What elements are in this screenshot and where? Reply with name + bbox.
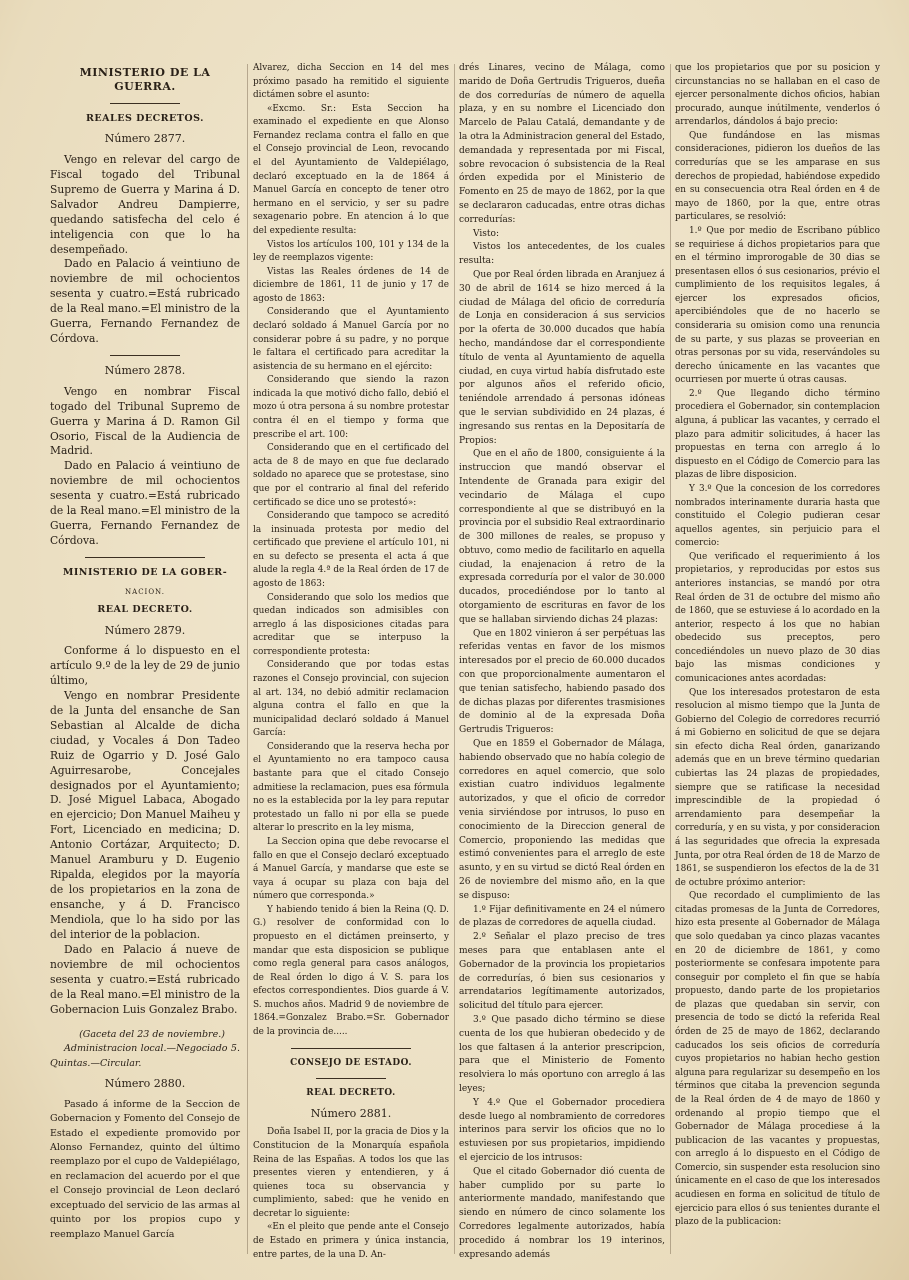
- decree-signature: Dado en Palacio á veintiuno de noviembre de mil ochocientos sesenta y cuatro.=Está rubricado de la Real mano.=El ministro de la Guerra, Fernando Fernandez de Córdova.: [50, 459, 240, 548]
- column-divider: [670, 64, 671, 1254]
- article-text: 3.º Que pasado dicho término se diese cuenta de los que hubieran obedecido y de los que faltasen á la anterior prescripcion, para que el Ministerio de Fomento resolviera lo más oportuno con arreglo á las leyes;: [459, 1014, 665, 1094]
- article-text: Considerando que la reserva hecha por el Ayuntamiento no era tampoco causa bastante para que el citado Consejo admitiese la reclamacion, pues esa fórmula no es la establecida por la ley para reputar protestado un fallo ni por ella se puede alterar lo prescrito en la ley misma,: [253, 741, 449, 834]
- divider: [316, 1078, 386, 1079]
- decree-signature: Dado en Palacio á nueve de noviembre de mil ochocientos sesenta y cuatro.=Está rubricado de la Real mano.=El ministro de la Gobernacion Luis Gonzalez Brabo.: [50, 943, 240, 1016]
- article-text: Que por Real órden librada en Aranjuez á 30 de abril de 1614 se hizo merced á la ciudad de Málaga del oficio de correduría de Lonja en consideracion á sus servicios por la oferta de 30.000 ducados que había hecho, mandándose dar el correspondiente título de venta al Ayuntamiento de aquella ciudad, en cuya virtud había disfrutado este por algunos años el referido oficio, teniéndole arrendado á personas idóneas que le servian subdividido en 24 plazas, é ingresando sus rentas en la Depositaría de Propios:: [459, 269, 665, 446]
- section-heading: REALES DECRETOS.: [86, 112, 204, 124]
- ministry-heading: MINISTERIO DE LA GOBER-: [62, 567, 228, 579]
- article-text: que los propietarios que por su posicion y circunstancias no se hallaban en el caso de ejercer personalmente dichos oficios, habian procurado, aunque inútilmente, venderlos ó arrendarlos, dándolos á bajo precio:: [675, 63, 880, 128]
- circular-text: Pasado á informe de la Seccion de Gobernacion y Fomento del Consejo de Estado el expediente promovido por Alonso Fernandez, quinto del último reemplazo por el cupo de Valdepiélago, en reclamacion del acuerdo por el que el Consejo provincial de Leon declaró exceptuado del servicio de las armas al quinto por los propios cupo y reemplazo Manuel García: [50, 1098, 241, 1240]
- section-subheading: Administracion local.—Negociado 5. Quintas.—Circular.: [50, 1043, 240, 1069]
- decree-number: Número 2881.: [310, 1106, 392, 1120]
- decree-text: Vengo en nombrar Fiscal togado del Tribunal Supremo de Guerra y Marina á D. Ramon Gil Osorio, Fiscal de la Audiencia de Madrid.: [50, 384, 240, 458]
- section-heading: CONSEJO DE ESTADO.: [290, 1057, 412, 1068]
- column-divider: [247, 64, 248, 1254]
- article-text: Considerando que el Ayuntamiento declaró soldado á Manuel García por no considerar pobre á su padre, y no porque le faltara el certificado para acreditar la asistencia de su hermano en el ejército:: [253, 307, 449, 372]
- article-text: Considerando que por todas estas razones el Consejo provincial, con sujecion al art. 134, no debió admitir reclamacion alguna contra el fallo en que la municipalidad declaró soldado á Manuel García:: [253, 660, 449, 739]
- article-text: Considerando que tampoco se acreditó la insinuada protesta por medio del certificado que previene el artículo 101, ni en su defecto se presenta el acta á que alude la regla 4.ª de la Real órden de 17 de agosto de 1863:: [253, 511, 449, 589]
- column-2: [253, 62, 449, 1262]
- article-text: Que los interesados protestaron de esta resolucion al mismo tiempo que la Junta de Gobierno del Colegio de corredores recurrió á mi Gobierno en solicitud de que se dejara sin efecto dicha Real órden, ganarizando además que en un breve término quedarian cubiertas las 24 plazas de propiedades, siempre que se ratificase la necesidad imprescindible de la propiedad ó arrendamiento para desempeñar la correduría, y en su vista, y por consideracion á las seguridades que ofrecia la expresada Junta, por otra Real órden de 18 de Marzo de 1861, se suspendieron los efectos de la de 31 de octubre próximo anterior:: [675, 687, 880, 888]
- column-1: [50, 62, 240, 1242]
- article-text: Que fundándose en las mismas consideraciones, pidieron los dueños de las corredurías que se les amparase en sus derechos de propiedad, habiéndose expedido en su consecuencia otra Real órden en 4 de mayo de 1860, por la que, entre otras particulares, se resolvió:: [675, 130, 880, 223]
- article-text: 2.º Señalar el plazo preciso de tres meses para que entablasen ante el Gobernador de la provincia los propietarios de corredurías, ó bien sus cesionarios y arrendatarios legítimamente autorizados, solicitud del título para ejercer.: [459, 932, 665, 1012]
- divider: [110, 103, 180, 104]
- article-text: Vistos los artículos 100, 101 y 134 de la ley de reemplazos vigente:: [253, 239, 449, 264]
- article-text: Alvarez, dicha Seccion en 14 del mes próximo pasado ha remitido el siguiente dictámen sobre el asunto:: [253, 63, 449, 101]
- article-text: Que verificado el requerimiento á los propietarios, y reproducidas por estos sus anteriores instancias, se mandó por otra Real órden de 31 de octubre del mismo año de 1860, que se estuviese á lo acordado en la anterior, respecto á los que no habian obedecido sus preceptos, pero concediéndoles un nuevo plazo de 30 dias bajo las mismas condiciones y comunicaciones antes acordadas:: [675, 551, 880, 685]
- column-3: [459, 62, 665, 1262]
- section-heading: REAL DECRETO.: [97, 604, 193, 616]
- decree-number: Número 2877.: [104, 132, 186, 146]
- ministry-heading-continued: NACION.: [125, 587, 165, 596]
- article-text: Vistos los antecedentes, de los cuales resulta:: [459, 242, 665, 267]
- divider: [85, 557, 205, 558]
- article-text: Considerando que solo los medios que quedan indicados son admisibles con arreglo á las disposiciones citadas para acreditar que se interpuso la correspondiente protesta:: [253, 592, 449, 657]
- column-4: [675, 62, 880, 1230]
- article-text: drés Linares, vecino de Málaga, como marido de Doña Gertrudis Trigueros, dueña de dos corredurías de número de aquella plaza, y en su nombre el Licenciado don Marcelo de Palau Catalá, demandante y de la otra la Administracion general del Estado, demandada y representada por mi Fiscal, sobre revocacion ó subsistencia de la Real órden expedida por el Ministerio de Fomento en 25 de mayo de 1862, por la que se declararon caducadas, entre otras dichas corredurías:: [459, 63, 665, 225]
- article-text: La Seccion opina que debe revocarse el fallo en que el Consejo declaró exceptuado á Manuel García, y mandarse que este se vaya á ocupar su plaza con baja del número que corresponda.»: [253, 836, 449, 902]
- article-text: Y habiendo tenido á bien la Reina (Q. D. G.) resolver de conformidad con lo propuesto en el dictámen preinserto, y mandar que esta disposicion se publique como regla general para casos análogos, de Real órden lo digo á V. S. para los efectos correspondientes. Dios guarde á V. S. muchos años. Madrid 9 de noviembre de 1864.=Gonzalez Brabo.=Sr. Gobernador de la provincia de.....: [253, 904, 449, 1038]
- decree-number: Número 2880.: [104, 1077, 186, 1091]
- article-text: Y 3.º Que la concesion de los corredores nombrados interinamente duraria hasta que constituido el Colegio pudieran cesar aquellos agentes, sin perjuicio para el comercio:: [675, 483, 880, 549]
- article-text: 1.º Fijar definitivamente en 24 el número de plazas de corredores de aquella ciudad.: [459, 904, 665, 929]
- decree-text: Conforme á lo dispuesto en el artículo 9.º de la ley de 29 de junio último,: [50, 643, 240, 687]
- decree-text: Vengo en nombrar Presidente de la Junta del ensanche de San Sebastian al Alcalde de dicha ciudad, y Vocales á Don Tadeo Ruiz de Ogarrio y D. José Galo Aguirresarobe, Concejales designados por el Ayuntamiento; D. José Miguel Labaca, Abogado en ejercicio; Don Manuel Maiheu y Fort, Licenciado en medicina; D. Antonio Cortázar, Arquitecto; D. Manuel Aramburu y D. Eugenio Ripalda, elegidos por la mayoría de los propietarios en la zona de ensanche, y á D. Francisco Mendiola, que lo ha sido por las del interior de la poblacion.: [50, 688, 240, 942]
- ministry-heading: MINISTERIO DE LA GUERRA.: [79, 66, 211, 94]
- article-text: Considerando que en el certificado del acta de 8 de mayo en que fue declarado soldado no aparece que se protestase, sino que por el contrario al final del referido certificado se dice uno se protestó»:: [253, 443, 449, 508]
- article-text: Que el citado Gobernador dió cuenta de haber cumplido por su parte lo anteriormente mandado, manifestando que siendo en número de cinco solamente los Corredores legalmente autorizados, había procedido á nombrar los 19 interinos, expresando además: [459, 1166, 665, 1260]
- article-text: 2.º Que llegando dicho término procediera el Gobernador, sin contemplacion alguna, á publicar las vacantes, y cerrado el plazo para admitir solicitudes, á hacer las propuestas en terna con arreglo á lo dispuesto en el Código de Comercio para las plazas de libre disposicion.: [675, 388, 880, 481]
- article-text: «Excmo. Sr.: Esta Seccion ha examinado el expediente en que Alonso Fernandez reclama contra el fallo en que el Consejo provincial de Leon, revocando el del Ayuntamiento de Valdepiélago, declaró exceptuado en la de 1864 á Manuel García en concepto de tener otro hermano en el servicio, y ser su padre sexagenario pobre. En atencion á lo que del expediente resulta:: [253, 103, 449, 236]
- decree-signature: Dado en Palacio á veintiuno de noviembre de mil ochocientos sesenta y cuatro.=Está rubricado de la Real mano.=El ministro de la Guerra, Fernando Fernandez de Córdova.: [50, 257, 240, 346]
- article-text: Doña Isabel II, por la gracia de Dios y la Constitucion de la Monarquía española Reina de las Españas. A todos los que las presentes vieren y entendieren, y á quienes toca su observancia y cumplimiento, sabed: que he venido en decretar lo siguiente:: [253, 1127, 449, 1219]
- decree-number: Número 2878.: [104, 364, 186, 378]
- divider: [291, 1048, 411, 1049]
- article-text: Que en 1859 el Gobernador de Málaga, habiendo observado que no había colegio de corredores en aquel comercio, que solo existian cuatro individuos legalmente autorizados, y que el oficio de corredor venia sirviéndose por intrusos, lo puso en conocimiento de la Direccion general de Comercio, proponiendo las medidas que estimó convenientes para el arreglo de este asunto, y en su virtud se dictó Real órden en 26 de noviembre del mismo año, en la que se dispuso:: [459, 739, 665, 901]
- column-divider: [454, 64, 455, 1254]
- article-text: Que recordado el cumplimiento de las citadas promesas de la Junta de Corredores, hizo esta presente al Gobernador de Málaga que solo quedaban ya cinco plazas vacantes en 20 de diciembre de 1861, y como posteriormente se confesara impotente para conseguir por completo el fin que se había propuesto, dando parte de los propietarios de plazas que quedaban sin servir, con presencia de todo se dictó la referida Real órden de 25 de mayo de 1862, declarando caducados los seis oficios de correduría cuyos propietarios no habian hecho gestion alguna para regularizar su desempeño en los términos que citaba la prevencion segunda de la Real órden de 4 de mayo de 1860 y ordenando al propio tiempo que el Gobernador de Málaga procediese á la publicacion de las vacantes y propuestas, con arreglo á lo dispuesto en el Código de Comercio, sin suspender esta resolucion sino únicamente en el caso de que los interesados acudiesen en forma en solicitud de título de ejercicio para ellos ó sus tenientes durante el plazo de la publicacion:: [675, 891, 880, 1228]
- article-text: «En el pleito que pende ante el Consejo de Estado en primera y única instancia, entre partes, de la una D. An-: [253, 1222, 449, 1260]
- section-heading: REAL DECRETO.: [306, 1088, 396, 1099]
- gazette-source: (Gaceta del 23 de noviembre.): [79, 1028, 225, 1040]
- article-text: Y 4.º Que el Gobernador procediera desde luego al nombramiento de corredores interinos para servir los oficios que no lo estuviesen por sus propietarios, impidiendo el ejercicio de los intrusos:: [459, 1097, 665, 1163]
- decree-text: Vengo en relevar del cargo de Fiscal togado del Tribunal Supremo de Guerra y Marina á D. Salvador Andreu Dampierre, quedando satisfecha del celo é inteligencia con que lo ha desempeñado.: [50, 152, 240, 256]
- article-text: Visto:: [473, 228, 500, 239]
- article-text: Considerando que siendo la razon indicada la que motivó dicho fallo, debió el mozo ú otra persona á su nombre protestar contra él en el tiempo y forma que prescribe el art. 100:: [253, 375, 449, 440]
- article-text: Que en el año de 1800, consiguiente á la instruccion que mandó observar el Intendente de Granada para exigir del vecindario de Málaga el cupo correspondiente al que se distribuyó en la provincia por el subsidio Real extraordinario de 300 millones de reales, se propuso y obtuvo, como medio de facilitarlo en aquella ciudad, la enajenacion á retro de la expresada correduría por el valor de 30.000 ducados, procediéndose por lo tanto al otorgamiento de escrituras en favor de los que se hallaban sirviendo dichas 24 plazas:: [459, 449, 665, 625]
- article-text: 1.º Que por medio de Escribano público se requiriese á dichos propietarios para que en el término improrogable de 30 dias se presentasen ellos ó sus cesionarios, prévio el cumplimiento de los requisitos legales, á ejercer los expresados oficios, apercibiéndoles que de no hacerlo se consideraria su omision como una renuncia de su parte, y sus plazas se proveerian en otras personas por su vida, reservándoles su derecho únicamente en las vacantes que ocurriesen por muerte ú otras causas.: [675, 225, 880, 386]
- article-text: Vistas las Reales órdenes de 14 de diciembre de 1861, 11 de junio y 17 de agosto de 1863:: [253, 266, 449, 304]
- decree-number: Número 2879.: [104, 623, 186, 637]
- article-text: Que en 1802 vinieron á ser perpétuas las referidas ventas en favor de los mismos interesados por el precio de 60.000 ducados con que proporcionalmente aumentaron el que tenian satisfecho, habiendo pasado dos de dichas plazas por diferentes trasmisiones de dominio al de la expresada Doña Gertrudis Trigueros:: [459, 628, 665, 736]
- divider: [110, 355, 180, 356]
